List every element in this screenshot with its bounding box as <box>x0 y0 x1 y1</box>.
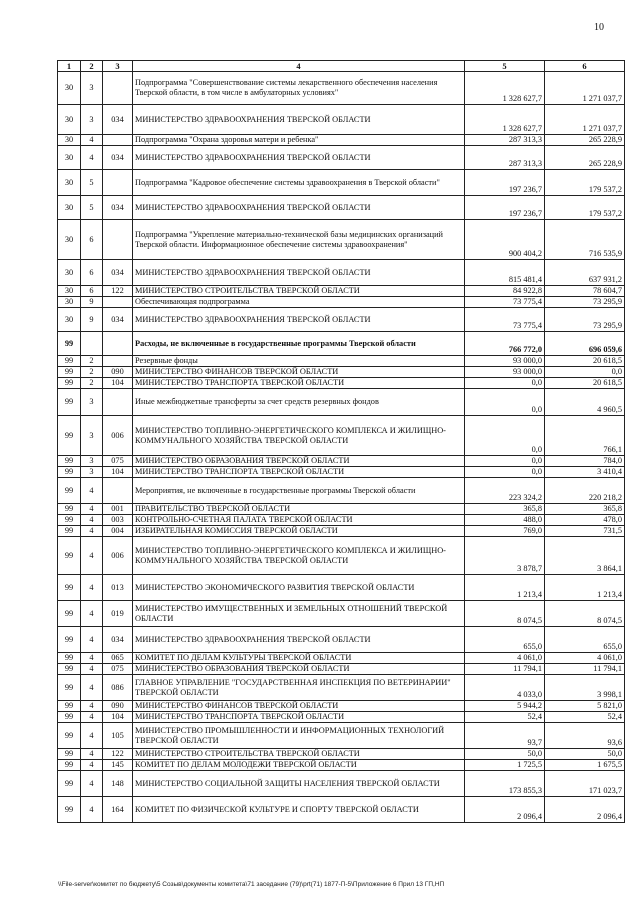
amount-executed: 179 537,2 <box>545 196 625 220</box>
table-row <box>58 771 625 797</box>
amount-executed: 1 271 037,7 <box>545 105 625 135</box>
item-name: МИНИСТЕРСТВО ИМУЩЕСТВЕННЫХ И ЗЕМЕЛЬНЫХ ОТНОШЕНИЙ ТВЕРСКОЙ ОБЛАСТИ <box>133 601 465 627</box>
agency-code: 122 <box>103 286 133 297</box>
amount-executed: 52,4 <box>545 712 625 723</box>
subsection-code: 6 <box>81 286 103 297</box>
amount-executed: 1 675,5 <box>545 760 625 771</box>
subsection-code: 3 <box>81 72 103 105</box>
subsection-code: 2 <box>81 378 103 389</box>
table-row <box>58 356 625 367</box>
item-name: МИНИСТЕРСТВО СОЦИАЛЬНОЙ ЗАЩИТЫ НАСЕЛЕНИЯ ТВЕРСКОЙ ОБЛАСТИ <box>133 771 465 797</box>
agency-code: 004 <box>103 526 133 537</box>
item-name: Иные межбюджетные трансферты за счет средств резервных фондов <box>133 389 465 416</box>
subsection-code: 4 <box>81 135 103 146</box>
table-row <box>58 286 625 297</box>
table-row <box>58 378 625 389</box>
agency-code: 104 <box>103 712 133 723</box>
table-row <box>58 105 625 135</box>
amount-executed: 50,0 <box>545 749 625 760</box>
section-code: 99 <box>58 760 81 771</box>
item-name: Подпрограмма "Укрепление материально-технической базы медицинских организаций Тверской области. Информационное обеспечение системы здравоохранения" <box>133 220 465 260</box>
header-col-4: 4 <box>133 61 465 72</box>
section-code: 99 <box>58 701 81 712</box>
item-name: Подпрограмма "Совершенствование системы лекарственного обеспечения населения Тверской области, в том числе в амбулаторных условиях" <box>133 72 465 105</box>
section-code: 99 <box>58 627 81 653</box>
amount-executed: 20 618,5 <box>545 378 625 389</box>
table-row <box>58 456 625 467</box>
item-name: МИНИСТЕРСТВО ЗДРАВООХРАНЕНИЯ ТВЕРСКОЙ ОБЛАСТИ <box>133 308 465 332</box>
table-row <box>58 367 625 378</box>
amount-executed: 731,5 <box>545 526 625 537</box>
item-name: ПРАВИТЕЛЬСТВО ТВЕРСКОЙ ОБЛАСТИ <box>133 504 465 515</box>
section-code: 99 <box>58 537 81 575</box>
table-row <box>58 712 625 723</box>
agency-code: 065 <box>103 653 133 664</box>
amount-planned: 1 328 627,7 <box>465 105 545 135</box>
item-name: МИНИСТЕРСТВО ЗДРАВООХРАНЕНИЯ ТВЕРСКОЙ ОБЛАСТИ <box>133 196 465 220</box>
amount-executed: 1 271 037,7 <box>545 72 625 105</box>
table-row <box>58 308 625 332</box>
amount-planned: 0,0 <box>465 456 545 467</box>
amount-executed: 0,0 <box>545 367 625 378</box>
agency-code: 104 <box>103 378 133 389</box>
subsection-code: 4 <box>81 575 103 601</box>
amount-planned: 73 775,4 <box>465 297 545 308</box>
subsection-code: 4 <box>81 526 103 537</box>
amount-planned: 8 074,5 <box>465 601 545 627</box>
section-code: 30 <box>58 220 81 260</box>
agency-code: 006 <box>103 537 133 575</box>
section-code: 99 <box>58 723 81 749</box>
amount-executed: 365,8 <box>545 504 625 515</box>
table-row <box>58 135 625 146</box>
table-row <box>58 797 625 823</box>
agency-code: 034 <box>103 308 133 332</box>
agency-code: 164 <box>103 797 133 823</box>
amount-planned: 0,0 <box>465 378 545 389</box>
item-name: МИНИСТЕРСТВО СТРОИТЕЛЬСТВА ТВЕРСКОЙ ОБЛАСТИ <box>133 749 465 760</box>
amount-planned: 52,4 <box>465 712 545 723</box>
table-row <box>58 332 625 356</box>
amount-executed: 1 213,4 <box>545 575 625 601</box>
section-code: 99 <box>58 356 81 367</box>
amount-planned: 173 855,3 <box>465 771 545 797</box>
subsection-code: 3 <box>81 105 103 135</box>
amount-planned: 815 481,4 <box>465 260 545 286</box>
table-row <box>58 196 625 220</box>
section-code: 99 <box>58 416 81 456</box>
item-name: МИНИСТЕРСТВО ПРОМЫШЛЕННОСТИ И ИНФОРМАЦИОННЫХ ТЕХНОЛОГИЙ ТВЕРСКОЙ ОБЛАСТИ <box>133 723 465 749</box>
amount-planned: 223 324,2 <box>465 478 545 504</box>
amount-executed: 3 998,1 <box>545 675 625 701</box>
agency-code: 034 <box>103 146 133 170</box>
agency-code <box>103 297 133 308</box>
amount-executed: 93,6 <box>545 723 625 749</box>
agency-code <box>103 356 133 367</box>
subsection-code: 4 <box>81 749 103 760</box>
agency-code: 122 <box>103 749 133 760</box>
subsection-code: 4 <box>81 712 103 723</box>
item-name: Мероприятия, не включенные в государственные программы Тверской области <box>133 478 465 504</box>
table-row <box>58 170 625 196</box>
header-col-1: 1 <box>58 61 81 72</box>
amount-executed: 78 604,7 <box>545 286 625 297</box>
amount-planned: 0,0 <box>465 467 545 478</box>
subsection-code: 4 <box>81 771 103 797</box>
amount-planned: 1 213,4 <box>465 575 545 601</box>
amount-executed: 784,0 <box>545 456 625 467</box>
agency-code: 086 <box>103 675 133 701</box>
item-name: МИНИСТЕРСТВО ЗДРАВООХРАНЕНИЯ ТВЕРСКОЙ ОБЛАСТИ <box>133 260 465 286</box>
item-name: МИНИСТЕРСТВО ФИНАНСОВ ТВЕРСКОЙ ОБЛАСТИ <box>133 701 465 712</box>
amount-executed: 696 059,6 <box>545 332 625 356</box>
agency-code: 104 <box>103 467 133 478</box>
table-row <box>58 389 625 416</box>
table-row <box>58 601 625 627</box>
subsection-code: 9 <box>81 297 103 308</box>
agency-code: 003 <box>103 515 133 526</box>
amount-executed: 4 061,0 <box>545 653 625 664</box>
amount-planned: 2 096,4 <box>465 797 545 823</box>
agency-code: 148 <box>103 771 133 797</box>
subsection-code: 4 <box>81 797 103 823</box>
section-code: 99 <box>58 771 81 797</box>
section-code: 99 <box>58 575 81 601</box>
section-code: 99 <box>58 749 81 760</box>
amount-executed: 73 295,9 <box>545 308 625 332</box>
agency-code: 034 <box>103 196 133 220</box>
table-row <box>58 701 625 712</box>
section-code: 99 <box>58 389 81 416</box>
section-code: 30 <box>58 146 81 170</box>
table-row <box>58 627 625 653</box>
item-name: ГЛАВНОЕ УПРАВЛЕНИЕ "ГОСУДАРСТВЕННАЯ ИНСПЕКЦИЯ ПО ВЕТЕРИНАРИИ" ТВЕРСКОЙ ОБЛАСТИ <box>133 675 465 701</box>
item-name: ИЗБИРАТЕЛЬНАЯ КОМИССИЯ ТВЕРСКОЙ ОБЛАСТИ <box>133 526 465 537</box>
amount-executed: 5 821,0 <box>545 701 625 712</box>
item-name: МИНИСТЕРСТВО ОБРАЗОВАНИЯ ТВЕРСКОЙ ОБЛАСТИ <box>133 664 465 675</box>
header-col-2: 2 <box>81 61 103 72</box>
item-name: Подпрограмма "Кадровое обеспечение системы здравоохранения в Тверской области" <box>133 170 465 196</box>
amount-executed: 73 295,9 <box>545 297 625 308</box>
table-row <box>58 146 625 170</box>
item-name: МИНИСТЕРСТВО ТРАНСПОРТА ТВЕРСКОЙ ОБЛАСТИ <box>133 467 465 478</box>
item-name: КОМИТЕТ ПО ДЕЛАМ КУЛЬТУРЫ ТВЕРСКОЙ ОБЛАСТИ <box>133 653 465 664</box>
item-name: МИНИСТЕРСТВО ФИНАНСОВ ТВЕРСКОЙ ОБЛАСТИ <box>133 367 465 378</box>
table-row <box>58 675 625 701</box>
agency-code <box>103 220 133 260</box>
amount-planned: 197 236,7 <box>465 170 545 196</box>
amount-planned: 0,0 <box>465 389 545 416</box>
budget-table <box>57 60 625 823</box>
section-code: 99 <box>58 515 81 526</box>
item-name: Резервные фонды <box>133 356 465 367</box>
table-row <box>58 416 625 456</box>
section-code: 99 <box>58 456 81 467</box>
subsection-code: 3 <box>81 416 103 456</box>
amount-executed: 11 794,1 <box>545 664 625 675</box>
amount-executed: 4 960,5 <box>545 389 625 416</box>
table-row <box>58 260 625 286</box>
agency-code: 090 <box>103 367 133 378</box>
subsection-code: 5 <box>81 196 103 220</box>
amount-planned: 365,8 <box>465 504 545 515</box>
amount-executed: 220 218,2 <box>545 478 625 504</box>
agency-code: 090 <box>103 701 133 712</box>
amount-executed: 655,0 <box>545 627 625 653</box>
amount-planned: 766 772,0 <box>465 332 545 356</box>
section-code: 30 <box>58 135 81 146</box>
amount-executed: 478,0 <box>545 515 625 526</box>
subsection-code: 9 <box>81 308 103 332</box>
subsection-code: 3 <box>81 456 103 467</box>
agency-code <box>103 170 133 196</box>
amount-executed: 716 535,9 <box>545 220 625 260</box>
subsection-code: 4 <box>81 723 103 749</box>
item-name: МИНИСТЕРСТВО ЗДРАВООХРАНЕНИЯ ТВЕРСКОЙ ОБЛАСТИ <box>133 146 465 170</box>
table-row <box>58 526 625 537</box>
section-code: 99 <box>58 367 81 378</box>
amount-executed: 8 074,5 <box>545 601 625 627</box>
agency-code: 001 <box>103 504 133 515</box>
section-code: 99 <box>58 601 81 627</box>
subsection-code: 2 <box>81 356 103 367</box>
table-row <box>58 575 625 601</box>
subsection-code: 4 <box>81 627 103 653</box>
agency-code <box>103 478 133 504</box>
table-row <box>58 653 625 664</box>
amount-executed: 766,1 <box>545 416 625 456</box>
section-code: 99 <box>58 526 81 537</box>
item-name: МИНИСТЕРСТВО СТРОИТЕЛЬСТВА ТВЕРСКОЙ ОБЛАСТИ <box>133 286 465 297</box>
amount-planned: 4 061,0 <box>465 653 545 664</box>
subsection-code: 6 <box>81 220 103 260</box>
item-name: МИНИСТЕРСТВО ЭКОНОМИЧЕСКОГО РАЗВИТИЯ ТВЕРСКОЙ ОБЛАСТИ <box>133 575 465 601</box>
subsection-code: 6 <box>81 260 103 286</box>
agency-code: 075 <box>103 456 133 467</box>
table-body <box>58 72 625 823</box>
amount-planned: 0,0 <box>465 416 545 456</box>
page-number: 10 <box>594 22 604 33</box>
subsection-code <box>81 332 103 356</box>
amount-planned: 84 922,8 <box>465 286 545 297</box>
subsection-code: 2 <box>81 367 103 378</box>
subsection-code: 4 <box>81 478 103 504</box>
amount-executed: 179 537,2 <box>545 170 625 196</box>
item-name: КОМИТЕТ ПО ДЕЛАМ МОЛОДЕЖИ ТВЕРСКОЙ ОБЛАСТИ <box>133 760 465 771</box>
item-name: МИНИСТЕРСТВО ТРАНСПОРТА ТВЕРСКОЙ ОБЛАСТИ <box>133 378 465 389</box>
subsection-code: 5 <box>81 170 103 196</box>
amount-planned: 287 313,3 <box>465 146 545 170</box>
section-code: 99 <box>58 712 81 723</box>
subsection-code: 4 <box>81 601 103 627</box>
item-name: КОМИТЕТ ПО ФИЗИЧЕСКОЙ КУЛЬТУРЕ И СПОРТУ ТВЕРСКОЙ ОБЛАСТИ <box>133 797 465 823</box>
section-code: 30 <box>58 308 81 332</box>
section-code: 30 <box>58 170 81 196</box>
amount-planned: 93,7 <box>465 723 545 749</box>
section-code: 30 <box>58 196 81 220</box>
amount-planned: 655,0 <box>465 627 545 653</box>
table-row <box>58 760 625 771</box>
amount-planned: 50,0 <box>465 749 545 760</box>
section-code: 99 <box>58 467 81 478</box>
amount-planned: 11 794,1 <box>465 664 545 675</box>
section-code: 99 <box>58 653 81 664</box>
table-row <box>58 297 625 308</box>
table-row <box>58 478 625 504</box>
section-code: 99 <box>58 478 81 504</box>
amount-executed: 20 618,5 <box>545 356 625 367</box>
table-row <box>58 723 625 749</box>
table-header-row <box>58 61 625 72</box>
item-name: МИНИСТЕРСТВО ТОПЛИВНО-ЭНЕРГЕТИЧЕСКОГО КОМПЛЕКСА И ЖИЛИЩНО-КОММУНАЛЬНОГО ХОЗЯЙСТВА ТВЕРСКОЙ ОБЛАСТИ <box>133 537 465 575</box>
table-row <box>58 515 625 526</box>
item-name: МИНИСТЕРСТВО ЗДРАВООХРАНЕНИЯ ТВЕРСКОЙ ОБЛАСТИ <box>133 105 465 135</box>
header-col-6: 6 <box>545 61 625 72</box>
item-name: МИНИСТЕРСТВО ОБРАЗОВАНИЯ ТВЕРСКОЙ ОБЛАСТИ <box>133 456 465 467</box>
section-code: 30 <box>58 286 81 297</box>
subsection-code: 4 <box>81 675 103 701</box>
header-col-3: 3 <box>103 61 133 72</box>
agency-code: 019 <box>103 601 133 627</box>
agency-code <box>103 332 133 356</box>
subsection-code: 3 <box>81 389 103 416</box>
table-row <box>58 467 625 478</box>
table-row <box>58 220 625 260</box>
section-code: 99 <box>58 675 81 701</box>
agency-code: 105 <box>103 723 133 749</box>
subsection-code: 4 <box>81 701 103 712</box>
table-row <box>58 749 625 760</box>
table-row <box>58 537 625 575</box>
amount-executed: 3 410,4 <box>545 467 625 478</box>
subsection-code: 4 <box>81 653 103 664</box>
amount-planned: 5 944,2 <box>465 701 545 712</box>
amount-planned: 73 775,4 <box>465 308 545 332</box>
agency-code: 013 <box>103 575 133 601</box>
subsection-code: 4 <box>81 146 103 170</box>
agency-code <box>103 72 133 105</box>
amount-planned: 287 313,3 <box>465 135 545 146</box>
agency-code <box>103 389 133 416</box>
amount-planned: 1 725,5 <box>465 760 545 771</box>
section-code: 99 <box>58 664 81 675</box>
section-code: 99 <box>58 504 81 515</box>
subsection-code: 4 <box>81 664 103 675</box>
section-code: 99 <box>58 797 81 823</box>
item-name: Обеспечивающая подпрограмма <box>133 297 465 308</box>
amount-planned: 93 000,0 <box>465 356 545 367</box>
section-code: 30 <box>58 72 81 105</box>
section-code: 30 <box>58 297 81 308</box>
amount-planned: 3 878,7 <box>465 537 545 575</box>
table-row <box>58 504 625 515</box>
amount-planned: 4 033,0 <box>465 675 545 701</box>
amount-executed: 265 228,9 <box>545 146 625 170</box>
amount-planned: 488,0 <box>465 515 545 526</box>
table-row <box>58 72 625 105</box>
agency-code <box>103 135 133 146</box>
section-code: 30 <box>58 260 81 286</box>
item-name: КОНТРОЛЬНО-СЧЕТНАЯ ПАЛАТА ТВЕРСКОЙ ОБЛАСТИ <box>133 515 465 526</box>
amount-planned: 900 404,2 <box>465 220 545 260</box>
section-code: 99 <box>58 378 81 389</box>
subsection-code: 4 <box>81 537 103 575</box>
amount-executed: 3 864,1 <box>545 537 625 575</box>
subsection-code: 3 <box>81 467 103 478</box>
amount-executed: 265 228,9 <box>545 135 625 146</box>
section-code: 30 <box>58 105 81 135</box>
section-code: 99 <box>58 332 81 356</box>
amount-planned: 93 000,0 <box>465 367 545 378</box>
amount-executed: 2 096,4 <box>545 797 625 823</box>
amount-planned: 1 328 627,7 <box>465 72 545 105</box>
footer-file-path: \\File-server\комитет по бюджету\5 Созыв\документы комитета\71 заседание (79)\prt(71) 1877-П-5\Приложение 6 Прил 13 ГП,НП <box>58 881 445 888</box>
agency-code: 034 <box>103 105 133 135</box>
agency-code: 075 <box>103 664 133 675</box>
item-name: МИНИСТЕРСТВО ТОПЛИВНО-ЭНЕРГЕТИЧЕСКОГО КОМПЛЕКСА И ЖИЛИЩНО-КОММУНАЛЬНОГО ХОЗЯЙСТВА ТВЕРСКОЙ ОБЛАСТИ <box>133 416 465 456</box>
table-row <box>58 664 625 675</box>
subsection-code: 4 <box>81 504 103 515</box>
subsection-code: 4 <box>81 515 103 526</box>
amount-executed: 171 023,7 <box>545 771 625 797</box>
item-name: Подпрограмма "Охрана здоровья матери и ребенка" <box>133 135 465 146</box>
item-name: Расходы, не включенные в государственные программы Тверской области <box>133 332 465 356</box>
header-col-5: 5 <box>465 61 545 72</box>
item-name: МИНИСТЕРСТВО ЗДРАВООХРАНЕНИЯ ТВЕРСКОЙ ОБЛАСТИ <box>133 627 465 653</box>
agency-code: 034 <box>103 627 133 653</box>
item-name: МИНИСТЕРСТВО ТРАНСПОРТА ТВЕРСКОЙ ОБЛАСТИ <box>133 712 465 723</box>
amount-planned: 769,0 <box>465 526 545 537</box>
amount-planned: 197 236,7 <box>465 196 545 220</box>
agency-code: 145 <box>103 760 133 771</box>
amount-executed: 637 931,2 <box>545 260 625 286</box>
agency-code: 006 <box>103 416 133 456</box>
subsection-code: 4 <box>81 760 103 771</box>
agency-code: 034 <box>103 260 133 286</box>
